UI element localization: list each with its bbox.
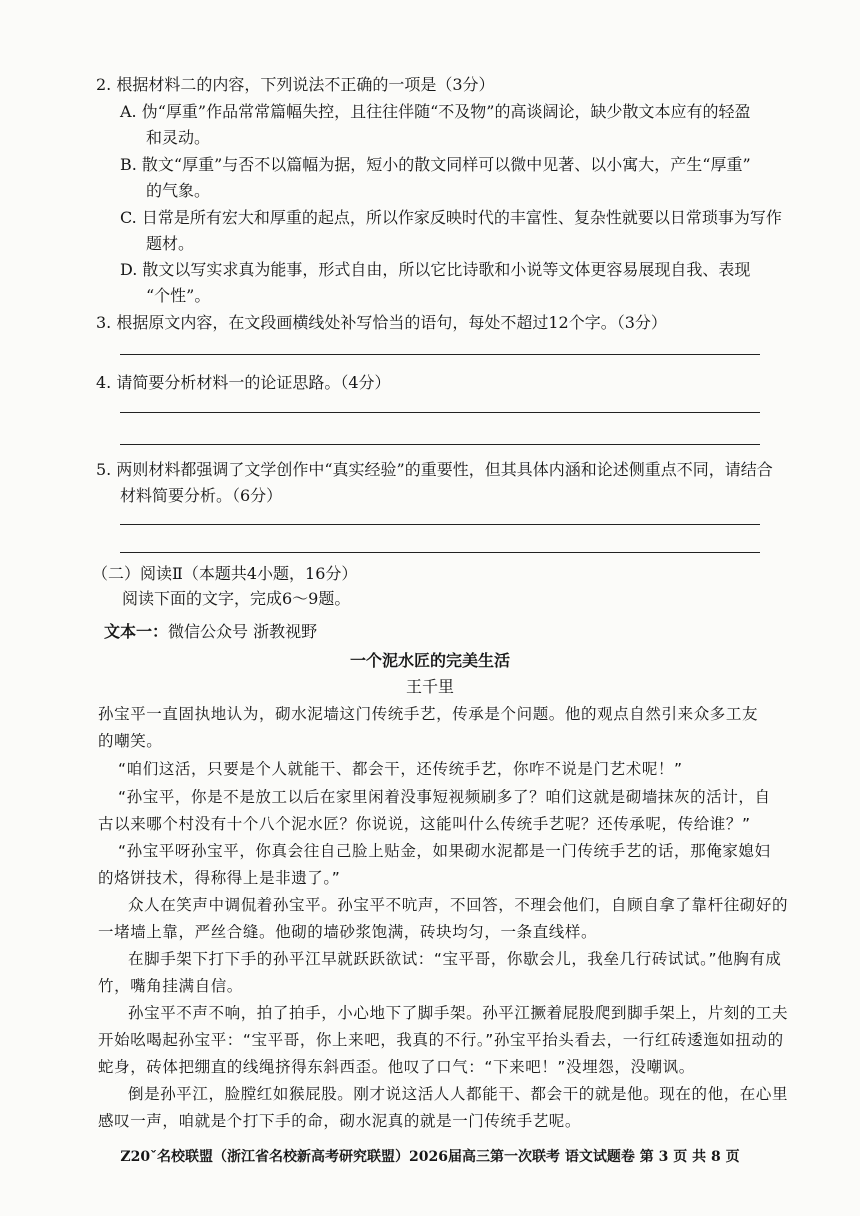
paragraph-line: 一堵墙上靠，严丝合缝。他砌的墙砂浆饱满，砖块均匀，一条直线样。 (98, 923, 598, 941)
page-footer: Z20ˇ名校联盟（浙江省名校新高考研究联盟）2026届高三第一次联考 语文试题卷 第 3 页 共 8 页 (120, 1149, 740, 1165)
text-source-name: 微信公众号 浙教视野 (168, 622, 318, 641)
paragraph-line: 孙宝平不声不响，拍了拍手，小心地下了脚手架。孙平江撅着屁股爬到脚手架上，片刻的工夫 (128, 1004, 789, 1022)
paragraph-line: 感叹一声，咱就是个打下手的命，砌水泥真的就是一门传统手艺呢。 (98, 1112, 582, 1130)
option-c-cont: 题材。 (146, 234, 195, 253)
option-b-cont: 的气象。 (146, 181, 211, 200)
answer-line (120, 354, 760, 355)
paragraph-line: 众人在笑声中调侃着孙宝平。孙宝平不吭声，不回答，不理会他们，自顾自拿了靠杆往砌好的 (128, 896, 789, 914)
option-d-cont: “个性”。 (146, 286, 211, 305)
paragraph-line: 倒是孙平江，脸膛红如猴屁股。刚才说这活人人都能干、都会干的就是他。现在的他，在心里 (128, 1085, 789, 1103)
option-c: C. 日常是所有宏大和厚重的起点，所以作家反映时代的丰富性、复杂性就要以日常琐事为写作 (120, 208, 782, 227)
question-5: 5. 两则材料都强调了文学创作中“真实经验”的重要性，但其具体内涵和论述侧重点不同，请结合 (96, 460, 773, 479)
question-5-cont: 材料简要分析。（6分） (120, 486, 283, 505)
paragraph-line: 孙宝平一直固执地认为，砌水泥墙这门传统手艺，传承是个问题。他的观点自然引来众多工友 (98, 705, 759, 723)
section-heading: （二）阅读Ⅱ（本题共4小题，16分） (92, 564, 358, 583)
paragraph-line: “孙宝平，你是不是放工以后在家里闲着没事短视频刷多了？咱们这就是砌墙抹灰的活计，自 (118, 788, 771, 806)
article-author: 王千里 (405, 677, 454, 696)
answer-line (120, 552, 760, 553)
paragraph-line: 竹，嘴角挂满自信。 (98, 977, 243, 995)
article-title: 一个泥水匠的完美生活 (349, 651, 510, 670)
paragraph-line: 开始吆喝起孙宝平：“宝平哥，你上来吧，我真的不行。”孙宝平抬头看去，一行红砖逶迤如扭动的 (98, 1031, 784, 1049)
text-label: 文本一： (104, 622, 169, 641)
paragraph-line: 蛇身，砖体把绷直的线绳挤得东斜西歪。他叹了口气：“下来吧！”没埋怨，没嘲讽。 (98, 1058, 695, 1076)
question-4: 4. 请简要分析材料一的论证思路。（4分） (96, 373, 391, 392)
answer-line (120, 412, 760, 413)
text-source (104, 621, 317, 643)
paragraph-line: 在脚手架下打下手的孙平江早就跃跃欲试：“宝平哥，你歇会儿，我垒几行砖试试。”他胸有成 (128, 950, 782, 968)
question-2-stem: 2. 根据材料二的内容，下列说法不正确的一项是（3分） (96, 75, 495, 94)
option-b: B. 散文“厚重”与否不以篇幅为据，短小的散文同样可以微中见著、以小寓大，产生“厚重” (120, 155, 751, 174)
option-d: D. 散文以写实求真为能事，形式自由，所以它比诗歌和小说等文体更容易展现自我、表现 (120, 260, 751, 279)
option-a-cont: 和灵动。 (146, 128, 211, 147)
answer-line (120, 524, 760, 525)
option-a: A. 伪“厚重”作品常常篇幅失控，且往往伴随“不及物”的高谈阔论，缺少散文本应有的轻盈 (120, 102, 751, 121)
paragraph-line: 的嘲笑。 (98, 732, 163, 750)
paragraph-line: 古以来哪个村没有十个八个泥水匠？你说说，这能叫什么传统手艺呢？还传承呢，传给谁？” (98, 815, 751, 833)
question-3: 3. 根据原文内容，在文段画横线处补写恰当的语句，每处不超过12个字。（3分） (96, 313, 667, 332)
paragraph-line: “咱们这活，只要是个人就能干、都会干，还传统手艺，你咋不说是门艺术呢！” (118, 760, 683, 778)
section-instruction: 阅读下面的文字，完成6～9题。 (122, 589, 351, 608)
paragraph-line: “孙宝平呀孙宝平，你真会往自己脸上贴金，如果砌水泥都是一门传统手艺的话，那俺家媳妇 (118, 842, 771, 860)
paragraph-line: 的烙饼技术，得称得上是非遗了。” (98, 869, 341, 887)
answer-line (120, 444, 760, 445)
